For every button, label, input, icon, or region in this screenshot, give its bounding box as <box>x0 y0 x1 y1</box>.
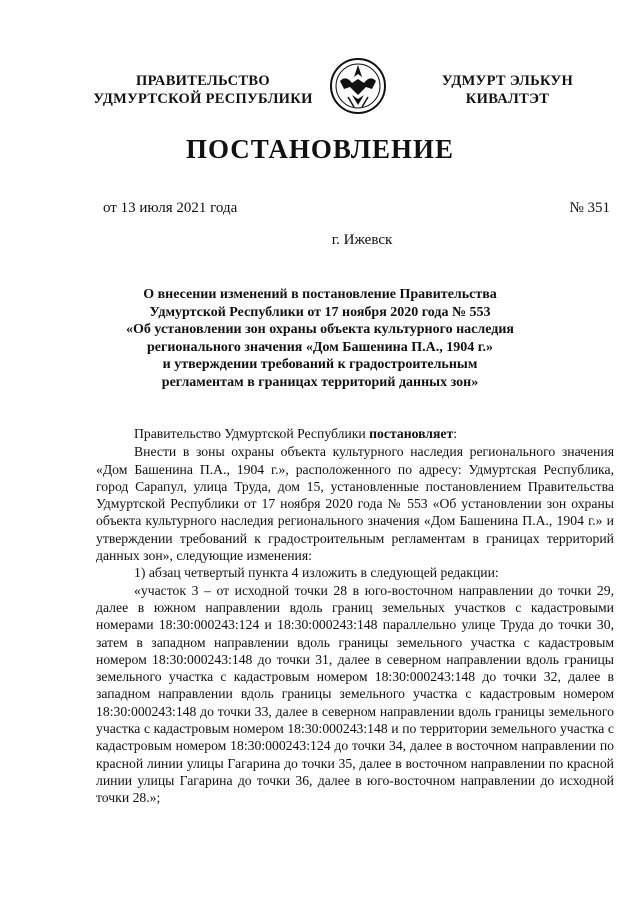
lead-text: Правительство Удмуртской Республики <box>134 426 370 441</box>
paragraph-amendments: Внести в зоны охраны объекта культурного наследия регионального значения «Дом Башенина П.А., 1904 г.», расположенного по адресу: Удмуртская Республика, город Сарапул, улица Труда, дом 15, установленные постановлением Правительства Удмуртской Республики от 17 ноября 2020 года № 553 «Об установлении зон охраны объекта культурного наследия регионального значения «Дом Башенина П.А., 1904 г.» и утверждении требований к градостроительным регламентам в границах территорий данных зон», следующие изменения: <box>96 444 614 564</box>
subject-line: Удмуртской Республики от 17 ноября 2020 года № 553 <box>149 304 491 320</box>
udmurtia-emblem-icon <box>328 55 388 117</box>
government-header-russian <box>88 72 318 108</box>
document-title: ПОСТАНОВЛЕНИЕ <box>185 134 455 164</box>
lead-colon: : <box>453 426 458 441</box>
list-item-1: 1) абзац четвертый пункта 4 изложить в следующей редакции: <box>134 565 499 581</box>
document-body <box>96 425 614 807</box>
document-city: г. Ижевск <box>331 232 393 248</box>
subject-line: «Об установлении зон охраны объекта культурного наследия <box>126 322 514 338</box>
document-date: от 13 июля 2021 года <box>103 200 238 216</box>
subject-line: регионального значения «Дом Башенина П.А., 1904 г.» <box>146 339 494 355</box>
header-right-line1: УДМУРТ ЭЛЬКУН <box>441 73 574 89</box>
government-header-udmurt <box>420 72 595 108</box>
quoted-text: «участок 3 – от исходной точки 28 в юго-восточном направлении до точки 29, далее в южном направлении вдоль границ земельных участков с кадастровыми номерами 18:30:000243:124 и 18:30:000243:148 параллельно улице Труда до точки 30, затем в западном направлении вдоль границы земельного участка с кадастровым номером 18:30:000243:148 до точки 31, далее в северном направлении вдоль границы земельного участка с кадастровым номером 18:30:000243:148 до точки 32, далее в западном направлении вдоль границы земельного участка с кадастровым номером 18:30:000243:148 до точки 33, далее в северном направлении вдоль границы земельного участка с кадастровым номером 18:30:000243:148 и по территории земельного участка с кадастровым номером 18:30:000243:124 до точки 34, далее в восточном направлении по красной линии улицы Гагарина до точки 35, далее в восточном направлении по красной линии улицы Гагарина до точки 36, далее в юго-восточном направлении до исходной точки 28.»; <box>96 582 614 806</box>
header-left-line1: ПРАВИТЕЛЬСТВО <box>136 73 270 89</box>
subject-line: и утверждении требований к градостроительным <box>162 357 478 373</box>
resolution-lead <box>96 425 614 442</box>
header-right-line2: КИВАЛТЭТ <box>465 91 550 107</box>
document-number: № 351 <box>569 200 610 216</box>
document-subject <box>90 286 550 392</box>
lead-verb: постановляет <box>369 426 454 441</box>
header-left-line2: УДМУРТСКОЙ РЕСПУБЛИКИ <box>93 91 313 107</box>
subject-line: О внесении изменений в постановление Правительства <box>143 287 497 302</box>
subject-line: регламентам в границах территорий данных зон» <box>161 374 479 390</box>
